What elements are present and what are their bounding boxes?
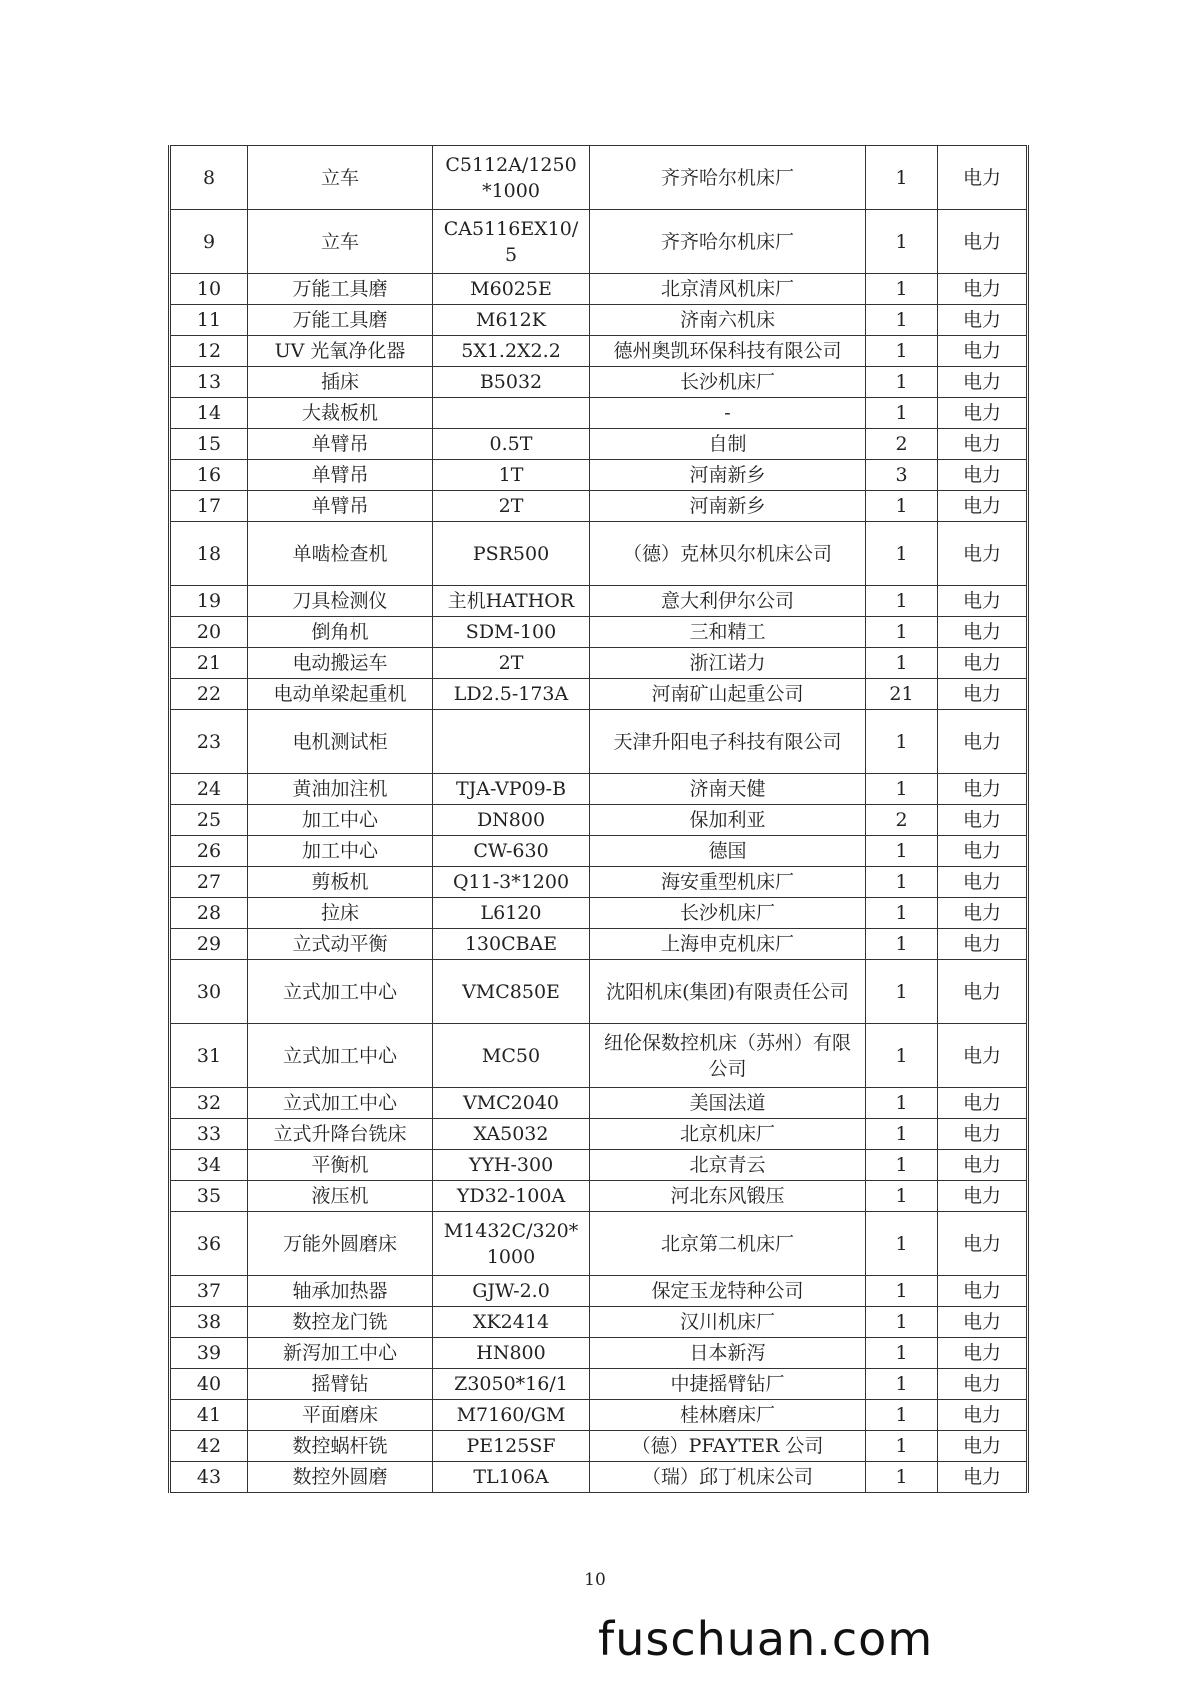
cell-equipment-name: 加工中心 [248, 836, 433, 867]
cell-power-source: 电力 [938, 1181, 1028, 1212]
cell-number: 13 [170, 367, 248, 398]
cell-equipment-name: 立车 [248, 146, 433, 210]
cell-power-source: 电力 [938, 146, 1028, 210]
cell-manufacturer: 桂林磨床厂 [590, 1400, 866, 1431]
cell-number: 28 [170, 898, 248, 929]
cell-power-source: 电力 [938, 774, 1028, 805]
cell-manufacturer: 河南新乡 [590, 460, 866, 491]
table-row [170, 146, 1028, 210]
cell-equipment-name: 液压机 [248, 1181, 433, 1212]
cell-quantity: 1 [866, 1431, 938, 1462]
table-row [170, 617, 1028, 648]
table-row [170, 929, 1028, 960]
cell-model: L6120 [433, 898, 590, 929]
table-row [170, 1307, 1028, 1338]
cell-manufacturer: 中捷摇臂钻厂 [590, 1369, 866, 1400]
cell-power-source: 电力 [938, 398, 1028, 429]
table-row [170, 1338, 1028, 1369]
cell-manufacturer: 天津升阳电子科技有限公司 [590, 710, 866, 774]
cell-quantity: 1 [866, 898, 938, 929]
cell-quantity: 1 [866, 1462, 938, 1493]
cell-model: 2T [433, 491, 590, 522]
cell-equipment-name: 平面磨床 [248, 1400, 433, 1431]
cell-equipment-name: 数控蜗杆铣 [248, 1431, 433, 1462]
table-row [170, 491, 1028, 522]
cell-power-source: 电力 [938, 274, 1028, 305]
cell-number: 15 [170, 429, 248, 460]
cell-model: 0.5T [433, 429, 590, 460]
cell-model: YD32-100A [433, 1181, 590, 1212]
cell-power-source: 电力 [938, 617, 1028, 648]
cell-quantity: 1 [866, 398, 938, 429]
cell-manufacturer: 自制 [590, 429, 866, 460]
cell-quantity: 1 [866, 522, 938, 586]
cell-model: XA5032 [433, 1119, 590, 1150]
table-row [170, 210, 1028, 274]
cell-quantity: 1 [866, 146, 938, 210]
cell-power-source: 电力 [938, 1338, 1028, 1369]
cell-quantity: 1 [866, 774, 938, 805]
cell-number: 18 [170, 522, 248, 586]
table-row [170, 1276, 1028, 1307]
cell-number: 14 [170, 398, 248, 429]
cell-equipment-name: 立式加工中心 [248, 960, 433, 1024]
cell-power-source: 电力 [938, 960, 1028, 1024]
cell-power-source: 电力 [938, 1119, 1028, 1150]
cell-power-source: 电力 [938, 679, 1028, 710]
cell-equipment-name: 插床 [248, 367, 433, 398]
cell-power-source: 电力 [938, 1150, 1028, 1181]
table-row [170, 305, 1028, 336]
cell-power-source: 电力 [938, 867, 1028, 898]
cell-quantity: 1 [866, 1088, 938, 1119]
cell-number: 16 [170, 460, 248, 491]
cell-quantity: 1 [866, 617, 938, 648]
cell-number: 11 [170, 305, 248, 336]
cell-model: GJW-2.0 [433, 1276, 590, 1307]
cell-power-source: 电力 [938, 898, 1028, 929]
cell-number: 37 [170, 1276, 248, 1307]
cell-quantity: 1 [866, 210, 938, 274]
cell-power-source: 电力 [938, 1431, 1028, 1462]
cell-manufacturer: 济南天健 [590, 774, 866, 805]
cell-power-source: 电力 [938, 336, 1028, 367]
cell-power-source: 电力 [938, 586, 1028, 617]
cell-power-source: 电力 [938, 1462, 1028, 1493]
cell-quantity: 2 [866, 805, 938, 836]
cell-manufacturer: 齐齐哈尔机床厂 [590, 146, 866, 210]
table-row [170, 1119, 1028, 1150]
cell-equipment-name: 数控外圆磨 [248, 1462, 433, 1493]
cell-model: 主机HATHOR [433, 586, 590, 617]
cell-model: PE125SF [433, 1431, 590, 1462]
cell-manufacturer: 长沙机床厂 [590, 367, 866, 398]
cell-equipment-name: 倒角机 [248, 617, 433, 648]
table-row [170, 1431, 1028, 1462]
cell-manufacturer: 河南新乡 [590, 491, 866, 522]
cell-power-source: 电力 [938, 1212, 1028, 1276]
cell-equipment-name: 立式动平衡 [248, 929, 433, 960]
cell-equipment-name: 数控龙门铣 [248, 1307, 433, 1338]
cell-model: TL106A [433, 1462, 590, 1493]
cell-quantity: 1 [866, 1307, 938, 1338]
cell-number: 41 [170, 1400, 248, 1431]
cell-equipment-name: 轴承加热器 [248, 1276, 433, 1307]
cell-power-source: 电力 [938, 1088, 1028, 1119]
table-row [170, 336, 1028, 367]
cell-manufacturer: 日本新泻 [590, 1338, 866, 1369]
cell-equipment-name: 摇臂钻 [248, 1369, 433, 1400]
cell-manufacturer: 长沙机床厂 [590, 898, 866, 929]
cell-manufacturer: 保加利亚 [590, 805, 866, 836]
cell-power-source: 电力 [938, 429, 1028, 460]
cell-equipment-name: 刀具检测仪 [248, 586, 433, 617]
cell-equipment-name: 黄油加注机 [248, 774, 433, 805]
cell-number: 26 [170, 836, 248, 867]
cell-quantity: 1 [866, 929, 938, 960]
cell-number: 12 [170, 336, 248, 367]
table-row [170, 960, 1028, 1024]
cell-number: 24 [170, 774, 248, 805]
cell-number: 31 [170, 1024, 248, 1088]
cell-equipment-name: 立式升降台铣床 [248, 1119, 433, 1150]
cell-equipment-name: 大裁板机 [248, 398, 433, 429]
cell-equipment-name: 剪板机 [248, 867, 433, 898]
cell-manufacturer: （瑞）邱丁机床公司 [590, 1462, 866, 1493]
table-row [170, 710, 1028, 774]
cell-power-source: 电力 [938, 367, 1028, 398]
cell-model: PSR500 [433, 522, 590, 586]
cell-manufacturer: 北京青云 [590, 1150, 866, 1181]
table-row [170, 1024, 1028, 1088]
cell-number: 34 [170, 1150, 248, 1181]
cell-equipment-name: 单臂吊 [248, 491, 433, 522]
cell-manufacturer: 保定玉龙特种公司 [590, 1276, 866, 1307]
cell-equipment-name: 电动搬运车 [248, 648, 433, 679]
table-row [170, 429, 1028, 460]
table-row [170, 805, 1028, 836]
cell-quantity: 1 [866, 274, 938, 305]
table-row [170, 1212, 1028, 1276]
cell-power-source: 电力 [938, 805, 1028, 836]
cell-number: 25 [170, 805, 248, 836]
table-row [170, 460, 1028, 491]
cell-equipment-name: 单臂吊 [248, 460, 433, 491]
cell-model: TJA-VP09-B [433, 774, 590, 805]
table-row [170, 1400, 1028, 1431]
cell-equipment-name: 单啮检查机 [248, 522, 433, 586]
equipment-table [168, 145, 1029, 1493]
cell-quantity: 1 [866, 710, 938, 774]
table-row [170, 774, 1028, 805]
cell-manufacturer: 齐齐哈尔机床厂 [590, 210, 866, 274]
cell-model [433, 398, 590, 429]
cell-number: 9 [170, 210, 248, 274]
cell-quantity: 1 [866, 367, 938, 398]
cell-quantity: 1 [866, 867, 938, 898]
cell-equipment-name: 立式加工中心 [248, 1088, 433, 1119]
cell-manufacturer: 三和精工 [590, 617, 866, 648]
cell-quantity: 1 [866, 960, 938, 1024]
cell-equipment-name: 平衡机 [248, 1150, 433, 1181]
cell-equipment-name: 立车 [248, 210, 433, 274]
table-row [170, 1150, 1028, 1181]
cell-number: 35 [170, 1181, 248, 1212]
cell-model: DN800 [433, 805, 590, 836]
cell-quantity: 1 [866, 336, 938, 367]
cell-quantity: 1 [866, 1024, 938, 1088]
cell-number: 21 [170, 648, 248, 679]
cell-number: 39 [170, 1338, 248, 1369]
cell-quantity: 1 [866, 1150, 938, 1181]
cell-number: 8 [170, 146, 248, 210]
cell-quantity: 1 [866, 1369, 938, 1400]
table-row [170, 367, 1028, 398]
cell-model: XK2414 [433, 1307, 590, 1338]
cell-manufacturer: 北京清风机床厂 [590, 274, 866, 305]
cell-model: 2T [433, 648, 590, 679]
table-row [170, 586, 1028, 617]
cell-power-source: 电力 [938, 836, 1028, 867]
cell-model: CA5116EX10/5 [433, 210, 590, 274]
cell-number: 29 [170, 929, 248, 960]
cell-model: M6025E [433, 274, 590, 305]
cell-manufacturer: 北京第二机床厂 [590, 1212, 866, 1276]
table-row [170, 867, 1028, 898]
table-row [170, 398, 1028, 429]
cell-number: 42 [170, 1431, 248, 1462]
cell-power-source: 电力 [938, 305, 1028, 336]
cell-power-source: 电力 [938, 522, 1028, 586]
cell-quantity: 1 [866, 1119, 938, 1150]
cell-equipment-name: 电动单梁起重机 [248, 679, 433, 710]
cell-manufacturer: 海安重型机床厂 [590, 867, 866, 898]
cell-equipment-name: 新泻加工中心 [248, 1338, 433, 1369]
cell-number: 38 [170, 1307, 248, 1338]
cell-quantity: 3 [866, 460, 938, 491]
cell-quantity: 1 [866, 1276, 938, 1307]
cell-power-source: 电力 [938, 929, 1028, 960]
table-row [170, 522, 1028, 586]
cell-manufacturer: 美国法道 [590, 1088, 866, 1119]
equipment-table-body [170, 146, 1028, 1493]
cell-model [433, 710, 590, 774]
cell-manufacturer: 德州奥凯环保科技有限公司 [590, 336, 866, 367]
cell-power-source: 电力 [938, 1307, 1028, 1338]
cell-model: HN800 [433, 1338, 590, 1369]
cell-manufacturer: （德）PFAYTER 公司 [590, 1431, 866, 1462]
cell-manufacturer: 济南六机床 [590, 305, 866, 336]
cell-equipment-name: 加工中心 [248, 805, 433, 836]
cell-quantity: 1 [866, 491, 938, 522]
cell-model: VMC850E [433, 960, 590, 1024]
cell-manufacturer: （德）克林贝尔机床公司 [590, 522, 866, 586]
cell-model: M1432C/320*1000 [433, 1212, 590, 1276]
cell-manufacturer: 意大利伊尔公司 [590, 586, 866, 617]
cell-number: 23 [170, 710, 248, 774]
cell-model: 1T [433, 460, 590, 491]
cell-power-source: 电力 [938, 491, 1028, 522]
cell-model: M612K [433, 305, 590, 336]
cell-equipment-name: UV 光氧净化器 [248, 336, 433, 367]
cell-number: 17 [170, 491, 248, 522]
table-row [170, 898, 1028, 929]
cell-model: Z3050*16/1 [433, 1369, 590, 1400]
cell-manufacturer: 河北东风锻压 [590, 1181, 866, 1212]
table-row [170, 1462, 1028, 1493]
cell-model: LD2.5-173A [433, 679, 590, 710]
cell-power-source: 电力 [938, 210, 1028, 274]
cell-equipment-name: 万能工具磨 [248, 274, 433, 305]
cell-manufacturer: 北京机床厂 [590, 1119, 866, 1150]
cell-model: Q11-3*1200 [433, 867, 590, 898]
cell-quantity: 21 [866, 679, 938, 710]
cell-quantity: 1 [866, 1400, 938, 1431]
table-row [170, 1088, 1028, 1119]
cell-model: B5032 [433, 367, 590, 398]
cell-equipment-name: 拉床 [248, 898, 433, 929]
cell-number: 10 [170, 274, 248, 305]
cell-quantity: 1 [866, 1212, 938, 1276]
cell-model: SDM-100 [433, 617, 590, 648]
cell-manufacturer: 河南矿山起重公司 [590, 679, 866, 710]
cell-model: VMC2040 [433, 1088, 590, 1119]
cell-equipment-name: 万能外圆磨床 [248, 1212, 433, 1276]
cell-model: M7160/GM [433, 1400, 590, 1431]
cell-number: 22 [170, 679, 248, 710]
cell-quantity: 1 [866, 648, 938, 679]
cell-equipment-name: 万能工具磨 [248, 305, 433, 336]
cell-number: 20 [170, 617, 248, 648]
cell-number: 27 [170, 867, 248, 898]
cell-manufacturer: 沈阳机床(集团)有限责任公司 [590, 960, 866, 1024]
cell-number: 40 [170, 1369, 248, 1400]
cell-power-source: 电力 [938, 460, 1028, 491]
cell-manufacturer: 德国 [590, 836, 866, 867]
cell-model: C5112A/1250*1000 [433, 146, 590, 210]
table-row [170, 1369, 1028, 1400]
watermark-text: fuschuan.com [598, 1612, 934, 1666]
cell-number: 19 [170, 586, 248, 617]
cell-model: YYH-300 [433, 1150, 590, 1181]
cell-equipment-name: 电机测试柜 [248, 710, 433, 774]
cell-number: 43 [170, 1462, 248, 1493]
cell-power-source: 电力 [938, 710, 1028, 774]
cell-number: 32 [170, 1088, 248, 1119]
table-row [170, 1181, 1028, 1212]
cell-model: 5X1.2X2.2 [433, 336, 590, 367]
cell-quantity: 1 [866, 305, 938, 336]
cell-power-source: 电力 [938, 1024, 1028, 1088]
cell-quantity: 2 [866, 429, 938, 460]
cell-number: 33 [170, 1119, 248, 1150]
cell-number: 30 [170, 960, 248, 1024]
cell-power-source: 电力 [938, 1369, 1028, 1400]
table-row [170, 648, 1028, 679]
cell-model: 130CBAE [433, 929, 590, 960]
cell-number: 36 [170, 1212, 248, 1276]
cell-equipment-name: 单臂吊 [248, 429, 433, 460]
cell-power-source: 电力 [938, 1276, 1028, 1307]
table-row [170, 836, 1028, 867]
table-row [170, 274, 1028, 305]
cell-power-source: 电力 [938, 648, 1028, 679]
cell-manufacturer: 上海申克机床厂 [590, 929, 866, 960]
cell-model: CW-630 [433, 836, 590, 867]
cell-equipment-name: 立式加工中心 [248, 1024, 433, 1088]
table-row [170, 679, 1028, 710]
cell-model: MC50 [433, 1024, 590, 1088]
cell-manufacturer: 纽伦保数控机床（苏州）有限公司 [590, 1024, 866, 1088]
cell-quantity: 1 [866, 836, 938, 867]
cell-quantity: 1 [866, 586, 938, 617]
cell-quantity: 1 [866, 1181, 938, 1212]
cell-manufacturer: - [590, 398, 866, 429]
cell-quantity: 1 [866, 1338, 938, 1369]
page-number: 10 [584, 1570, 606, 1590]
cell-manufacturer: 汉川机床厂 [590, 1307, 866, 1338]
cell-power-source: 电力 [938, 1400, 1028, 1431]
cell-manufacturer: 浙江诺力 [590, 648, 866, 679]
